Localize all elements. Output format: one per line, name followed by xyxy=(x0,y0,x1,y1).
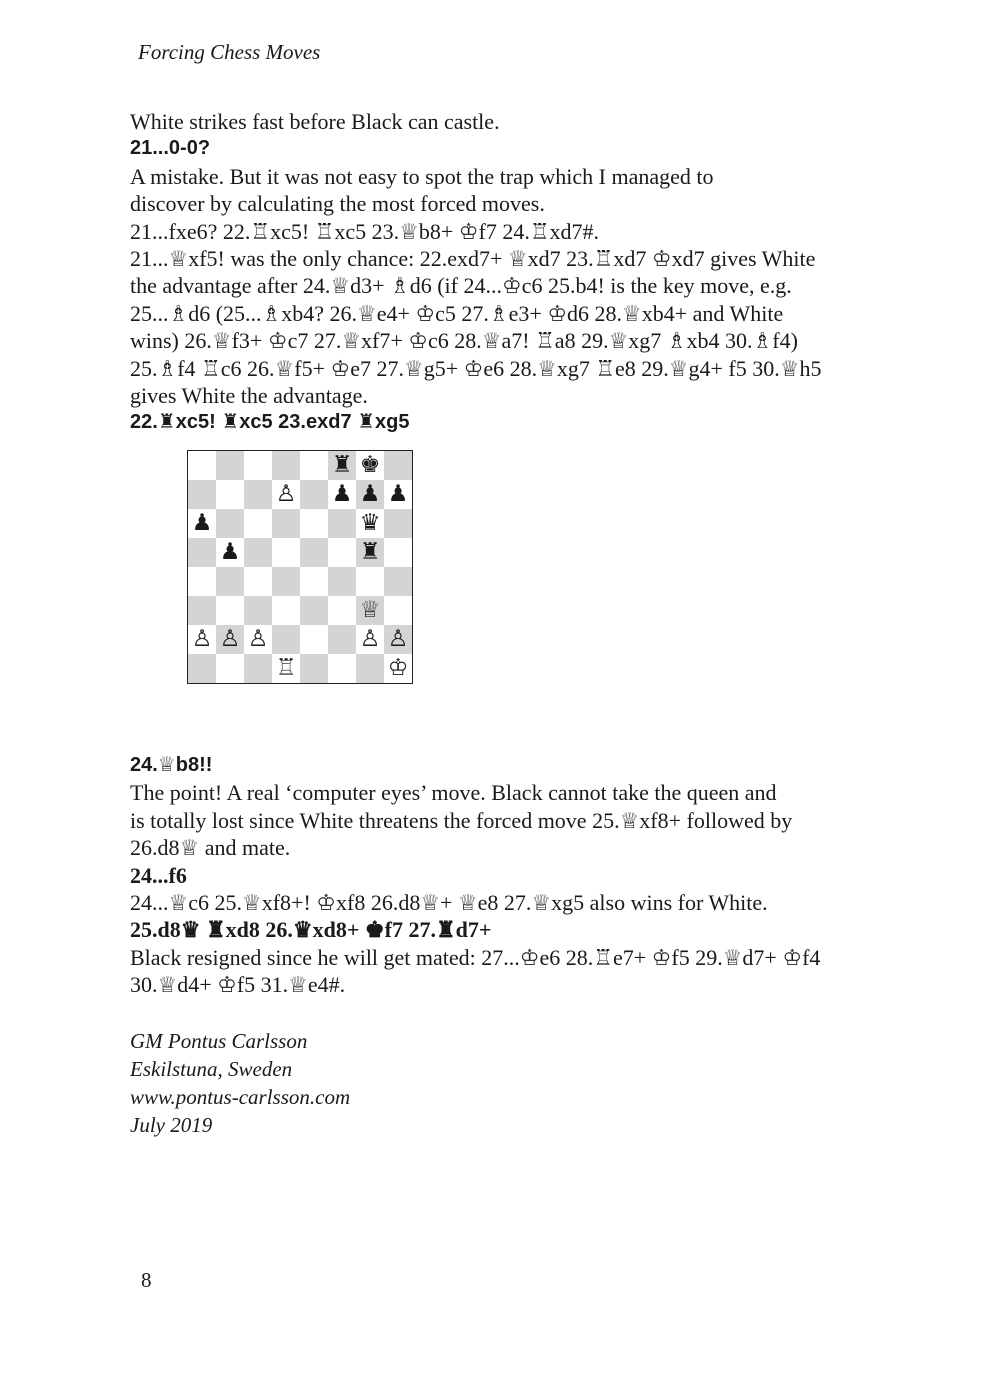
board-square-piece: ♜ xyxy=(356,538,384,567)
board-square xyxy=(328,625,356,654)
board-square xyxy=(300,596,328,625)
board-square xyxy=(188,567,216,596)
board-square-piece: ♙ xyxy=(216,625,244,654)
board-square xyxy=(328,654,356,683)
text-line: 26.d8♕ and mate. xyxy=(130,835,291,861)
text-line: 25...♗d6 (25...♗xb4? 26.♕e4+ ♔c5 27.♗e3+ ♔d6 28.♕xb4+ and White xyxy=(130,300,784,326)
page-body xyxy=(130,108,865,1139)
board-square xyxy=(300,480,328,509)
board-square xyxy=(216,567,244,596)
board-square xyxy=(328,567,356,596)
board-square-piece: ♕ xyxy=(356,596,384,625)
board-square xyxy=(244,451,272,480)
move-heading: 21...0-0? xyxy=(130,137,211,160)
board-square-piece: ♟ xyxy=(356,480,384,509)
board-square-piece: ♙ xyxy=(356,625,384,654)
board-square xyxy=(300,625,328,654)
move-heading: 24...f6 xyxy=(130,862,187,888)
board-square xyxy=(188,451,216,480)
text-line: A mistake. But it was not easy to spot the trap which I managed to xyxy=(130,163,714,189)
chess-diagram xyxy=(130,437,865,752)
text-line: White strikes fast before Black can castle. xyxy=(130,109,500,134)
board-square xyxy=(244,509,272,538)
board-square xyxy=(272,596,300,625)
board-square-piece: ♜ xyxy=(328,451,356,480)
board-square xyxy=(188,538,216,567)
board-square xyxy=(188,480,216,509)
board-square xyxy=(384,509,412,538)
text-line: 21...♕xf5! was the only chance: 22.exd7+ ♕xd7 23.♖xd7 ♔xd7 gives White xyxy=(130,246,816,272)
board-square xyxy=(384,451,412,480)
board-square xyxy=(216,451,244,480)
board-square xyxy=(356,654,384,683)
board-square xyxy=(216,596,244,625)
board-square xyxy=(384,538,412,567)
board-square xyxy=(300,451,328,480)
text-line: 25.♗f4 ♖c6 26.♕f5+ ♔e7 27.♕g5+ ♔e6 28.♕xg7 ♖e8 29.♕g4+ f5 30.♕h5 xyxy=(130,355,822,381)
board-square xyxy=(300,567,328,596)
board-square xyxy=(272,567,300,596)
board-square xyxy=(244,538,272,567)
board-square-piece: ♙ xyxy=(384,625,412,654)
board-square-piece: ♟ xyxy=(384,480,412,509)
board-square-piece: ♖ xyxy=(272,654,300,683)
board-square xyxy=(328,509,356,538)
board-square xyxy=(272,538,300,567)
board-square-piece: ♛ xyxy=(356,509,384,538)
move-heading: 22.♜xc5! ♜xc5 23.exd7 ♜xg5 xyxy=(130,411,410,434)
board-square-piece: ♔ xyxy=(384,654,412,683)
board-square-piece: ♟ xyxy=(328,480,356,509)
board-square xyxy=(384,567,412,596)
text-line: 24...♕c6 25.♕xf8+! ♔xf8 26.d8♕+ ♕e8 27.♕xg5 also wins for White. xyxy=(130,889,768,915)
board-square xyxy=(244,654,272,683)
board-square xyxy=(244,567,272,596)
annotated-game-text xyxy=(130,108,865,999)
board-square xyxy=(188,596,216,625)
board-square xyxy=(328,596,356,625)
text-line: wins) 26.♕f3+ ♔c7 27.♕xf7+ ♔c6 28.♕a7! ♖a8 29.♕xg7 ♗xb4 30.♗f4) xyxy=(130,328,798,354)
text-line: The point! A real ‘computer eyes’ move. Black cannot take the queen and xyxy=(130,780,777,806)
text-line: 21...fxe6? 22.♖xc5! ♖xc5 23.♕b8+ ♔f7 24.♖xd7#. xyxy=(130,218,600,244)
author-signature xyxy=(130,1027,865,1139)
text-line: 30.♕d4+ ♔f5 31.♕e4#. xyxy=(130,972,346,998)
board-square xyxy=(300,509,328,538)
board-square xyxy=(356,567,384,596)
board-square-piece: ♟ xyxy=(188,509,216,538)
board-square xyxy=(300,654,328,683)
signature-line: July 2019 xyxy=(130,1112,213,1137)
move-heading: 25.d8♛ ♜xd8 26.♛xd8+ ♚f7 27.♜d7+ xyxy=(130,917,492,943)
board-square xyxy=(272,625,300,654)
board-square xyxy=(300,538,328,567)
board-square xyxy=(272,451,300,480)
board-square-piece: ♙ xyxy=(188,625,216,654)
text-line: gives White the advantage. xyxy=(130,383,368,409)
text-line: Black resigned since he will get mated: 27...♔e6 28.♖e7+ ♔f5 29.♕d7+ ♔f4 xyxy=(130,944,821,970)
board-square xyxy=(244,480,272,509)
board-square xyxy=(216,509,244,538)
board-square xyxy=(384,596,412,625)
text-line: is totally lost since White threatens the forced move 25.♕xf8+ followed by xyxy=(130,807,793,833)
board-square xyxy=(216,480,244,509)
board-square xyxy=(216,654,244,683)
board-square xyxy=(272,509,300,538)
signature-line: www.pontus-carlsson.com xyxy=(130,1084,351,1109)
board-square-piece: ♚ xyxy=(356,451,384,480)
board-square xyxy=(244,596,272,625)
page-number: 8 xyxy=(141,1268,152,1292)
running-header: Forcing Chess Moves xyxy=(138,40,321,64)
board-square xyxy=(328,538,356,567)
board-square-piece: ♙ xyxy=(244,625,272,654)
signature-line: GM Pontus Carlsson xyxy=(130,1028,308,1053)
board-square xyxy=(188,654,216,683)
chess-board xyxy=(187,450,413,684)
text-line: discover by calculating the most forced moves. xyxy=(130,191,545,217)
board-square-piece: ♙ xyxy=(272,480,300,509)
move-heading: 24.♕b8!! xyxy=(130,753,213,776)
text-line: the advantage after 24.♕d3+ ♗d6 (if 24...♔c6 25.b4! is the key move, e.g. xyxy=(130,273,792,299)
board-square-piece: ♟ xyxy=(216,538,244,567)
signature-line: Eskilstuna, Sweden xyxy=(130,1056,293,1081)
